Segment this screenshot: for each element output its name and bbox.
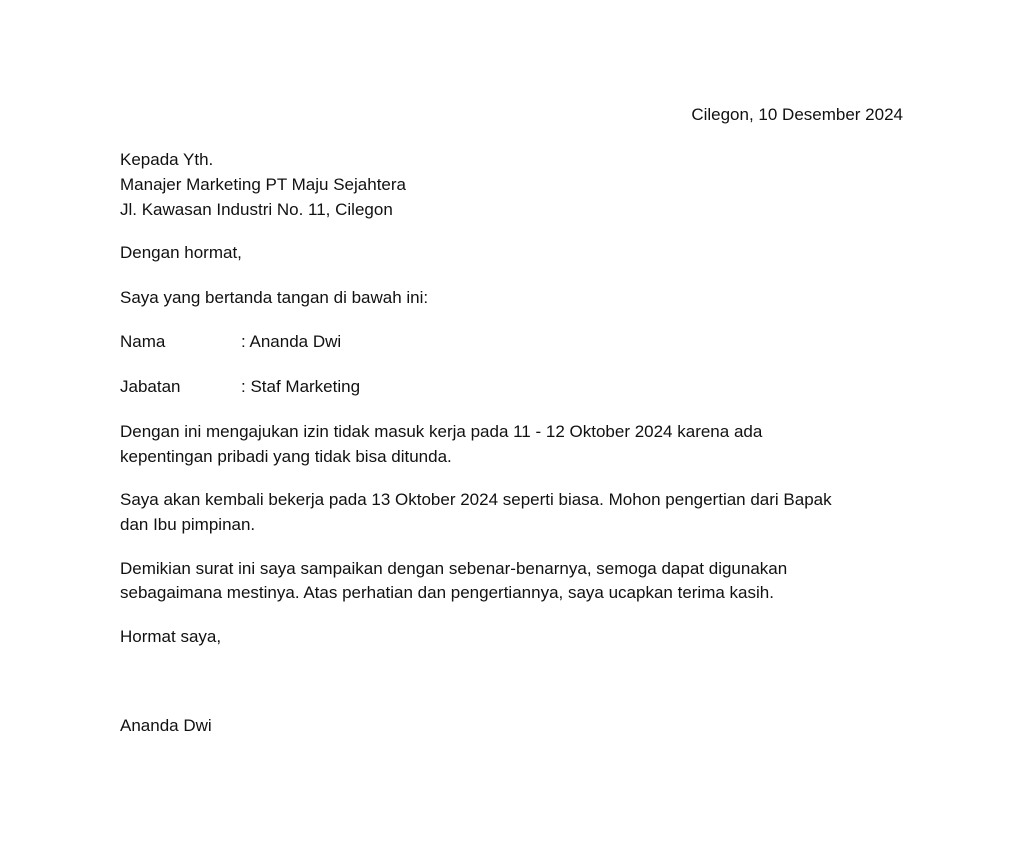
signature-name: Ananda Dwi: [120, 716, 212, 735]
paragraph-1-line-1: Dengan ini mengajukan izin tidak masuk kerja pada 11 - 12 Oktober 2024 karena ada: [120, 422, 763, 441]
paragraph-2-line-1: Saya akan kembali bekerja pada 13 Oktober 2024 seperti biasa. Mohon pengertian dari Bapak: [120, 490, 832, 509]
paragraph-3-line-1: Demikian surat ini saya sampaikan dengan sebenar-benarnya, semoga dapat digunakan: [120, 559, 788, 578]
field-label-jabatan: Jabatan: [120, 377, 181, 396]
place-date: Cilegon, 10 Desember 2024: [691, 105, 903, 124]
recipient-line-2: Manajer Marketing PT Maju Sejahtera: [120, 175, 406, 194]
paragraph-3-line-2: sebagaimana mestinya. Atas perhatian dan pengertiannya, saya ucapkan terima kasih.: [120, 583, 774, 602]
field-label-nama: Nama: [120, 332, 166, 351]
recipient-line-1: Kepada Yth.: [120, 150, 214, 169]
recipient-line-3: Jl. Kawasan Industri No. 11, Cilegon: [120, 200, 393, 219]
paragraph-2-line-2: dan Ibu pimpinan.: [120, 515, 256, 534]
intro-text: Saya yang bertanda tangan di bawah ini:: [120, 288, 429, 307]
field-value-jabatan: : Staf Marketing: [241, 377, 361, 396]
paragraph-1-line-2: kepentingan pribadi yang tidak bisa ditunda.: [120, 447, 452, 466]
closing: Hormat saya,: [120, 627, 222, 646]
field-value-nama: : Ananda Dwi: [241, 332, 342, 351]
salutation: Dengan hormat,: [120, 243, 242, 262]
